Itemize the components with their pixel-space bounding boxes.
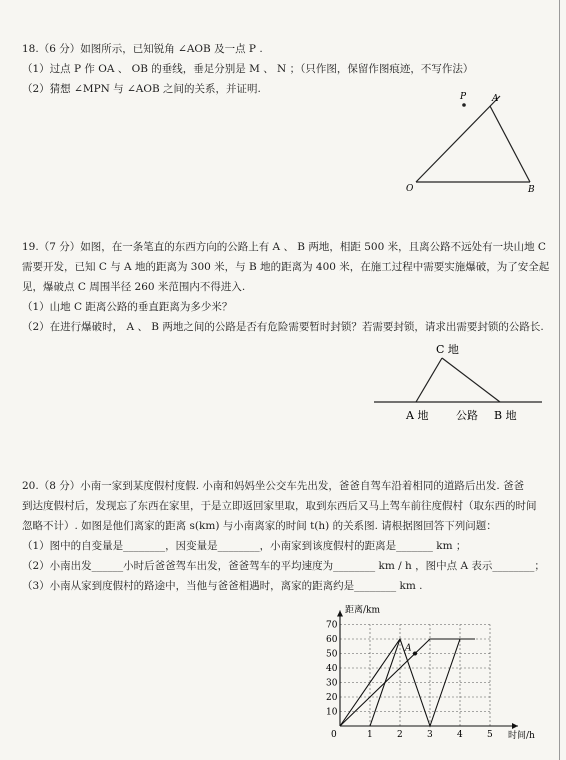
x-tick-label: 2 — [397, 730, 403, 740]
segment-ab — [490, 106, 530, 182]
q18-part2: （2）猜想 ∠MPN 与 ∠AOB 之间的关系，并证明. — [22, 83, 261, 95]
q20-part3: （3）小南从家到度假村的路途中，当他与爸爸相遇时，离家的距离约是________ km . — [22, 580, 423, 592]
page-edge — [559, 0, 560, 760]
q19-line1: 19.（7 分）如图，在一条笔直的东西方向的公路上有 A 、 B 两地，相距 500 米，且离公路不远处有一块山地 C — [22, 241, 546, 253]
q20-part2: （2）小南出发______小时后爸爸驾车出发，爸爸驾车的平均速度为________ km / h ，图中点 A 表示________； — [22, 560, 545, 572]
y-tick-label: 70 — [326, 620, 338, 631]
label-p: P — [460, 92, 467, 102]
q19-line2: 需要开发，已知 C 与 A 地的距离为 300 米，与 B 地的距离为 400 米，在施工过程中需要实施爆破，为了安全起 — [22, 261, 550, 273]
label-a-site: A 地 — [406, 409, 429, 422]
x-tick-label: 1 — [367, 730, 373, 740]
y-tick-label: 30 — [326, 678, 338, 689]
segment-cb — [442, 358, 500, 402]
point-a — [413, 652, 417, 656]
q20-line3: 忽略不计）. 如图是他们离家的距离 s(km) 与小南离家的时间 t(h) 的关系图. 请根据图回答下列问题： — [22, 520, 497, 532]
y-axis-arrow — [337, 611, 343, 617]
q20-line2: 到达度假村后，发现忘了东西在家里，于是立即返回家里取，取到东西后又马上驾车前往度假村（取东西的时间 — [22, 500, 537, 512]
y-tick-label: 20 — [326, 693, 338, 703]
label-o: O — [406, 184, 414, 194]
q18-title: 18.（6 分）如图所示，已知锐角 ∠AOB 及一点 P . — [22, 43, 263, 55]
q19-part1: （1）山地 C 距离公路的垂直距离为多少米？ — [22, 301, 233, 313]
origin-label: 0 — [331, 730, 337, 740]
x-tick-label: 3 — [427, 730, 433, 740]
label-b: B — [528, 185, 535, 194]
label-a: A — [492, 94, 499, 104]
y-axis-label: 距离/km — [345, 605, 381, 616]
x-tick-label: 4 — [457, 730, 463, 740]
point-a-label: A — [405, 643, 412, 654]
q19-line3: 见，爆破点 C 周围半径 260 米范围内不得进入. — [22, 281, 246, 293]
y-tick-label: 10 — [326, 707, 338, 718]
q20-line1: 20.（8 分）小南一家到某度假村度假. 小南和妈妈坐公交车先出发，爸爸自驾车沿着相同的道路后出发. 爸爸 — [22, 480, 525, 492]
segment-ca — [416, 358, 442, 402]
y-tick-label: 60 — [326, 635, 338, 645]
y-tick-label: 50 — [326, 649, 338, 660]
x-axis-arrow — [512, 723, 518, 729]
y-tick-label: 40 — [326, 664, 338, 674]
q20-part1: （1）图中的自变量是________，因变量是________，小南家到该度假村的距离是_______ km ； — [22, 540, 467, 552]
x-tick-label: 5 — [487, 730, 493, 740]
q19-part2: （2）在进行爆破时， A 、 B 两地之间的公路是否有危险需要暂时封锁？若需要封锁，请求出需要封锁的公路长. — [22, 321, 544, 333]
label-b-site: B 地 — [494, 409, 517, 422]
ray-oa — [416, 96, 500, 182]
q18-part1: （1）过点 P 作 OA 、 OB 的垂线，垂足分别是 M 、 N ；（只作图，保留作图痕迹，不写作法） — [22, 63, 474, 75]
q18-angle-figure — [400, 88, 550, 194]
x-axis-label: 时间/h — [508, 731, 535, 741]
q19-road-figure — [370, 340, 545, 430]
label-c: C 地 — [436, 343, 459, 356]
series-line — [370, 639, 400, 726]
label-road: 公路 — [456, 409, 478, 422]
point-p — [462, 103, 466, 107]
distance-time-chart — [318, 596, 558, 746]
